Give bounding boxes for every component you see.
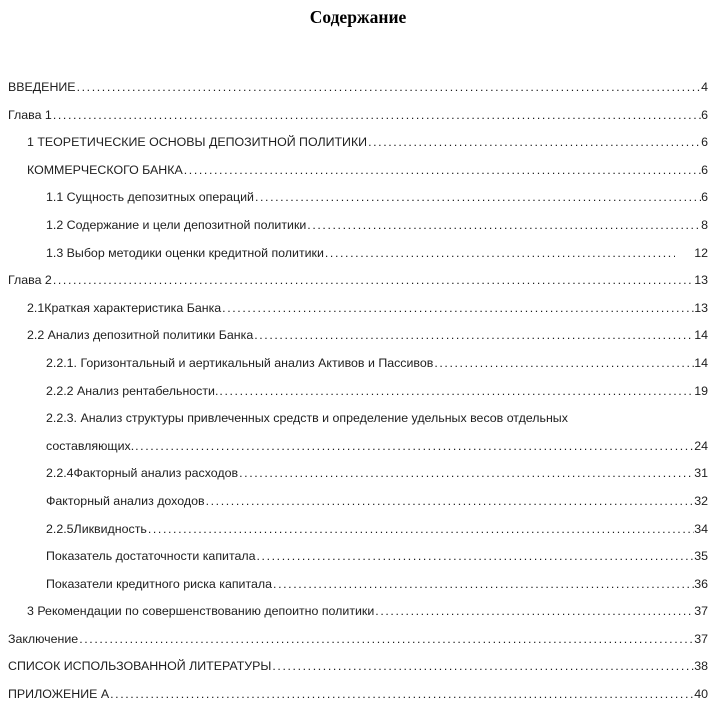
toc-list [8,74,708,709]
toc-entry-page-number: 37 [694,631,708,646]
toc-entry[interactable] [8,322,708,350]
toc-entry-text: 2.1Краткая характеристика Банка [27,300,222,315]
toc-entry[interactable] [8,681,708,709]
toc-entry-text: 1.3 Выбор методики оценки кредитной политики [46,245,324,260]
toc-entry-text: 1.1 Сущность депозитных операций [46,190,254,205]
toc-entry-page-number: 13 [694,300,708,315]
toc-entry-page-number: 6 [701,162,708,177]
toc-entry[interactable] [8,129,708,157]
toc-entry[interactable] [8,240,708,268]
toc-entry-text: Глава 1 [8,107,52,122]
toc-entry-text: Факторный анализ доходов [46,493,205,508]
toc-entry[interactable] [8,212,708,240]
toc-entry-page-number: 19 [694,383,708,398]
dot-leader [110,681,694,709]
toc-entry[interactable] [8,488,708,516]
toc-entry-text: ВВЕДЕНИЕ [8,80,76,94]
toc-entry-page-number: 35 [694,549,708,564]
toc-entry-text: КОММЕРЧЕСКОГО БАНКА [27,162,183,177]
toc-entry-text: Заключение [8,631,79,646]
dot-leader [206,488,695,516]
toc-entry-page-number: 40 [694,687,708,702]
toc-entry[interactable] [8,571,708,599]
dot-leader [219,378,694,406]
toc-entry[interactable] [8,350,708,378]
toc-entry-page-number: 6 [701,107,708,122]
page-title: Содержание [309,7,407,27]
toc-entry-page-number: 12 [694,245,708,260]
toc-entry-page-number: 24 [694,438,708,453]
toc-entry-text: 1.2 Содержание и цели депозитной политики [46,217,307,232]
dot-leader [239,460,694,488]
toc-entry[interactable] [8,102,708,130]
dot-leader [255,184,701,212]
toc-entry[interactable] [8,267,708,295]
toc-entry-text: 1 ТЕОРЕТИЧЕСКИЕ ОСНОВЫ ДЕПОЗИТНОЙ ПОЛИТИКИ [27,135,368,150]
dot-leader [148,516,694,544]
toc-entry-page-number: 34 [694,521,708,536]
dot-leader [77,74,702,102]
dot-leader [325,240,675,268]
toc-entry-page-number: 36 [694,576,708,591]
toc-entry-page-number: 37 [694,604,708,619]
toc-entry[interactable] [8,516,708,544]
toc-entry-text: составляющих. [46,438,135,453]
toc-entry-text: 2.2.2 Анализ рентабельности. [46,383,219,398]
toc-entry-text: 3 Рекомендации по совершенствованию депоитно политики [27,604,375,619]
dot-leader [184,157,701,185]
dot-leader [257,543,695,571]
toc-entry-text: Показатели кредитного риска капитала [46,576,273,591]
dot-leader [273,571,694,599]
dot-leader [53,267,694,295]
toc-entry[interactable] [8,157,708,185]
toc-entry-text: 2.2 Анализ депозитной политики Банка [27,328,254,343]
dot-leader [272,653,694,681]
toc-entry-page-number: 31 [694,466,708,481]
dot-leader [434,350,694,378]
toc-entry-page-number: 8 [701,217,708,232]
toc-entry[interactable] [8,653,708,681]
toc-entry-page-number: 38 [694,659,708,674]
toc-entry-page-number: 6 [701,135,708,150]
toc-entry-text: ПРИЛОЖЕНИЕ А [8,687,110,702]
toc-entry-text: 2.2.1. Горизонтальный и аертикальный анализ Активов и Пассивов [46,355,434,370]
dot-leader [375,598,694,626]
toc-entry-page-number: 13 [694,273,708,288]
toc-entry[interactable] [8,460,708,488]
dot-leader [307,212,701,240]
toc-entry[interactable] [8,405,708,433]
toc-entry[interactable] [8,433,708,461]
dot-leader [222,295,694,323]
toc-entry-page-number: 32 [694,493,708,508]
toc-entry[interactable] [8,74,708,102]
toc-entry-text: Глава 2 [8,273,52,288]
toc-entry-text: 2.2.3. Анализ структуры привлеченных средств и определение удельных весов отдельных [46,411,568,426]
dot-leader [135,433,694,461]
toc-entry[interactable] [8,295,708,323]
toc-entry-page-number: 4 [701,80,708,94]
dot-leader [368,129,701,157]
toc-entry[interactable] [8,378,708,406]
toc-entry[interactable] [8,626,708,654]
toc-entry[interactable] [8,543,708,571]
toc-entry-page-number: 14 [694,328,708,343]
toc-entry-page-number: 14 [694,355,708,370]
toc-entry[interactable] [8,184,708,212]
toc-entry-text: СПИСОК ИСПОЛЬЗОВАННОЙ ЛИТЕРАТУРЫ [8,659,272,674]
dot-leader [254,322,694,350]
toc-entry[interactable] [8,598,708,626]
toc-entry-text: Показатель достаточности капитала [46,549,256,564]
dot-leader [79,626,694,654]
dot-leader [53,102,701,130]
toc-entry-page-number: 6 [701,190,708,205]
toc-entry-text: 2.2.5Ликвидность [46,521,147,536]
document-page [0,6,716,720]
toc-entry-text: 2.2.4Факторный анализ расходов [46,466,239,481]
